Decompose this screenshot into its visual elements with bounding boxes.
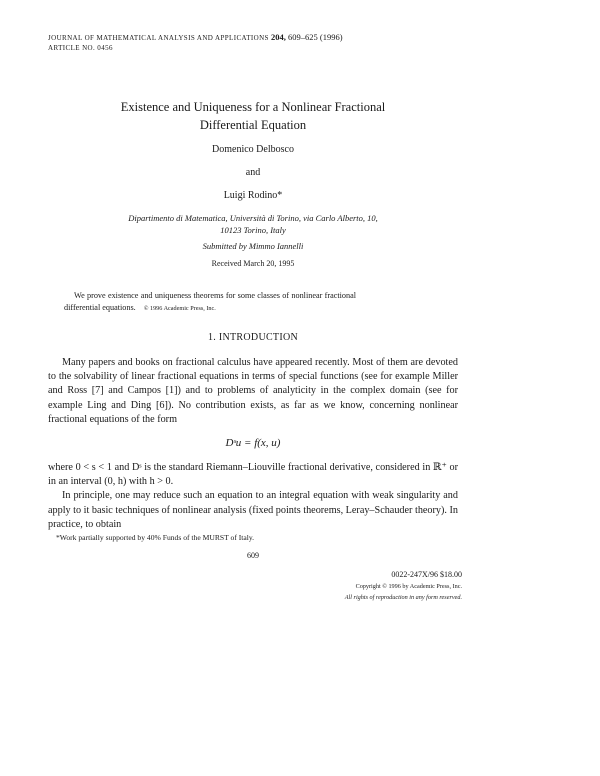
abstract-copyright: © 1996 Academic Press, Inc. xyxy=(143,304,216,312)
paper-title xyxy=(48,98,458,134)
affiliation xyxy=(48,212,458,236)
author-1: Domenico Delbosco xyxy=(212,144,294,155)
paragraph-3: In principle, one may reduce such an equation to an integral equation with weak singularity and apply to it basic techniques of nonlinear analysis (fixed points theorems, Leray–Schauder theory). In practice, to obtain xyxy=(48,490,458,530)
paragraph-1: Many papers and books on fractional calculus have appeared recently. Most of them are devoted to the solvability of linear fractional equations in terms of special functions (see for example Miller and Ross [7] and Campos [1]) and to problems of analyticity in the complex domain (see for example Ling and Ding [6]). No contribution exists, as far as we know, concerning nonlinear fractional equations of the form xyxy=(48,357,458,425)
title-line-1: Existence and Uniqueness for a Nonlinear Fractional xyxy=(120,100,386,114)
abstract xyxy=(64,290,356,314)
affiliation-line-1: Dipartimento di Matematica, Università di Torino, via Carlo Alberto, 10, xyxy=(128,213,378,223)
title-line-2: Differential Equation xyxy=(199,118,307,132)
affiliation-line-2: 10123 Torino, Italy xyxy=(220,225,286,235)
page-number: 609 xyxy=(247,551,259,560)
body-paragraph-2 xyxy=(48,461,458,532)
body-paragraph-1 xyxy=(48,356,458,427)
footer-code: 0022-247X/96 $18.00 xyxy=(391,570,462,579)
journal-name: JOURNAL OF MATHEMATICAL ANALYSIS AND APPLICATIONS xyxy=(48,34,269,42)
journal-pages: 609–625 (1996) xyxy=(288,32,343,42)
equation: Dˢu = f(x, u) xyxy=(225,437,281,449)
journal-line xyxy=(48,32,343,43)
author-2: Luigi Rodino* xyxy=(223,190,283,201)
received-date: Received March 20, 1995 xyxy=(211,259,295,268)
article-number: ARTICLE NO. 0456 xyxy=(48,44,113,52)
footer-rights: All rights of reproduction in any form reserved. xyxy=(344,594,462,601)
footer-copyright: Copyright © 1996 by Academic Press, Inc. xyxy=(355,583,462,590)
journal-volume: 204, xyxy=(270,32,286,42)
author-conjunction: and xyxy=(245,167,261,178)
footnote: *Work partially supported by 40% Funds of the MURST of Italy. xyxy=(56,533,255,542)
paragraph-2: where 0 < s < 1 and Dˢ is the standard Riemann–Liouville fractional derivative, considered in ℝ⁺ or in an interval (0, h) with h > 0. xyxy=(48,462,458,488)
journal-header xyxy=(48,32,343,53)
abstract-text: We prove existence and uniqueness theorems for some classes of nonlinear fractional differential equations. xyxy=(64,291,356,312)
section-heading: 1. INTRODUCTION xyxy=(207,332,299,343)
submitted-by: Submitted by Mimmo Iannelli xyxy=(202,241,304,251)
